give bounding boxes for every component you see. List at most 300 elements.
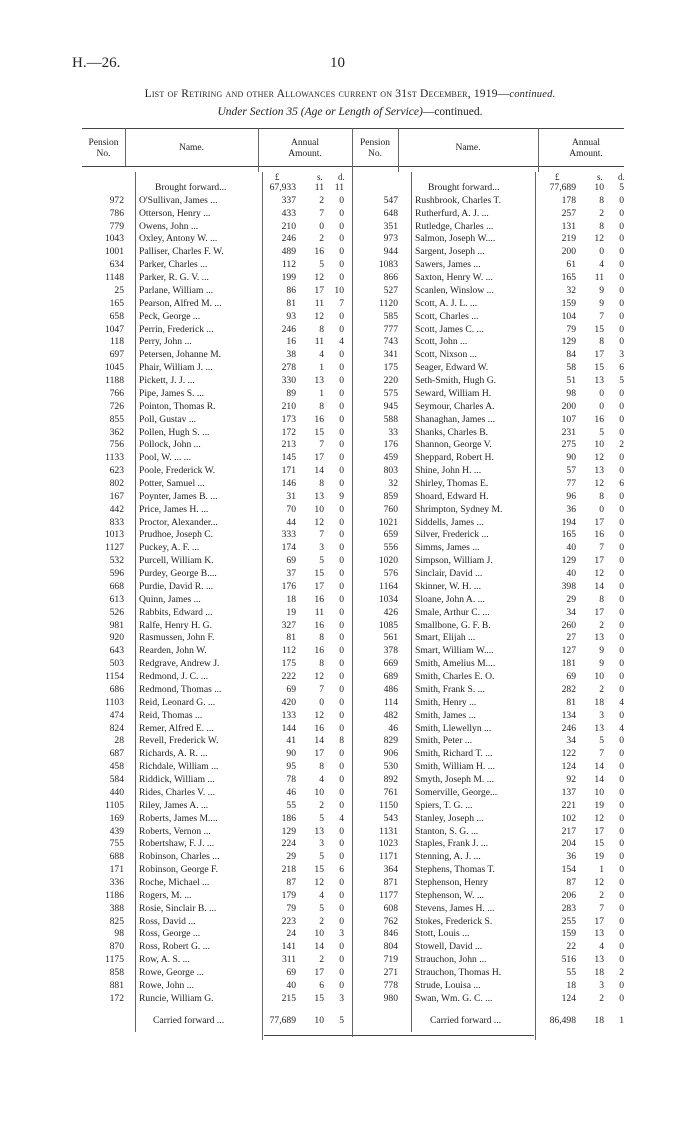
right-pensioner-name: Saxton, Henry W. ... xyxy=(415,272,493,284)
left-pensioner-name: Prudhoe, Joseph C. xyxy=(139,529,214,541)
left-pensioner-name: Redmond, Thomas ... xyxy=(139,683,222,695)
left-amount-pounds: 141 xyxy=(281,941,296,953)
right-amount-pounds: 36 xyxy=(566,503,576,515)
left-col-pension-no xyxy=(82,138,125,160)
right-pensioner-name: Stanley, Joseph ... xyxy=(415,812,484,824)
left-amount-pounds: 433 xyxy=(281,207,296,219)
right-amount-pounds: 127 xyxy=(561,645,576,657)
left-amount-pence: 0 xyxy=(339,606,344,618)
header-code: H.—26. xyxy=(72,55,121,71)
left-pensioner-name: Proctor, Alexander... xyxy=(139,516,218,528)
right-pensioner-name: Seager, Edward W. xyxy=(415,362,489,374)
left-pensioner-name: Ross, Robert G. ... xyxy=(139,941,210,953)
right-amount-shillings: 13 xyxy=(594,954,604,966)
right-amount-pence: 0 xyxy=(619,606,624,618)
left-amount-pence: 3 xyxy=(339,928,344,940)
right-amount-pounds: 181 xyxy=(561,658,576,670)
right-pensioner-name: Scott, James C. ... xyxy=(415,323,484,335)
left-col-name: Name. xyxy=(178,143,205,153)
right-amount-pounds: 57 xyxy=(566,465,576,477)
right-amount-pence: 0 xyxy=(619,671,624,683)
right-amount-pounds: 51 xyxy=(566,375,576,387)
right-amount-shillings: 9 xyxy=(599,658,604,670)
subtitle-continued: —continued. xyxy=(422,106,483,118)
left-annual-line: Annual xyxy=(291,138,319,148)
right-pension-no: 561 xyxy=(383,632,398,644)
right-amount-pence: 0 xyxy=(619,336,624,348)
right-amount-pence: 0 xyxy=(619,529,624,541)
right-amount-pounds: 107 xyxy=(561,413,576,425)
left-amount-pence: 0 xyxy=(339,632,344,644)
left-amount-pounds: 37 xyxy=(286,568,296,580)
left-amount-pence: 0 xyxy=(339,542,344,554)
left-amount-pence: 0 xyxy=(339,323,344,335)
right-amount-pence: 0 xyxy=(619,400,624,412)
left-pensioner-name: Roche, Michael ... xyxy=(139,876,210,888)
right-amount-pence: 0 xyxy=(619,310,624,322)
right-amount-pounds: 260 xyxy=(561,619,576,631)
right-pensioner-name: Smart, Elijah ... xyxy=(415,632,476,644)
right-amount-shillings: 2 xyxy=(599,992,604,1004)
title-continued: continued. xyxy=(509,89,556,100)
left-amount-pence: 4 xyxy=(339,336,344,348)
right-amount-pounds: 98 xyxy=(566,387,576,399)
right-pension-no: 576 xyxy=(383,568,398,580)
left-amount-shillings: 16 xyxy=(314,413,324,425)
left-amount-shillings: 2 xyxy=(319,915,324,927)
left-pension-no: 1127 xyxy=(105,542,124,554)
right-pensioner-name: Swan, Wm. G. C. ... xyxy=(415,992,493,1004)
right-amount-shillings: 10 xyxy=(594,786,604,798)
left-amount-pence: 0 xyxy=(339,645,344,657)
right-amount-shillings: 15 xyxy=(594,323,604,335)
left-amount-pounds: 327 xyxy=(281,619,296,631)
right-amount-pence: 0 xyxy=(619,297,624,309)
right-amount-pence: 0 xyxy=(619,838,624,850)
right-amount-shillings: 15 xyxy=(594,362,604,374)
right-pensioner-name: Scott, John ... xyxy=(415,336,468,348)
right-pension-no: 778 xyxy=(383,979,398,991)
right-pension-no: 351 xyxy=(383,220,398,232)
left-amount-pounds: 311 xyxy=(281,954,296,966)
left-amount-shillings: 2 xyxy=(319,799,324,811)
left-amount-shillings: 13 xyxy=(314,825,324,837)
left-amount-pounds: 213 xyxy=(281,439,296,451)
left-amount-pounds: 81 xyxy=(286,632,296,644)
right-amount-pence: 0 xyxy=(619,465,624,477)
right-pension-no: 32 xyxy=(388,478,398,489)
right-amount-pounds: 217 xyxy=(561,825,576,837)
left-unit-pound: £ xyxy=(275,172,280,182)
right-amount-pounds: 29 xyxy=(566,593,576,605)
right-pension-no: 846 xyxy=(383,928,398,940)
left-pension-no: 28 xyxy=(114,735,124,747)
left-pension-no: 532 xyxy=(109,555,124,567)
left-amount-shillings: 11 xyxy=(314,297,324,309)
right-amount-shillings: 9 xyxy=(599,297,604,309)
right-pension-no: 1034 xyxy=(378,593,398,605)
right-amount-shillings: 7 xyxy=(599,310,604,322)
right-pension-no: 1020 xyxy=(378,555,398,567)
right-amount-pounds: 159 xyxy=(561,297,576,309)
right-amount-pounds: 96 xyxy=(566,490,576,502)
right-unit-pence: d. xyxy=(618,172,625,182)
right-amount-shillings: 12 xyxy=(594,478,604,489)
right-pension-no: 547 xyxy=(383,194,398,206)
right-amount-shillings: 7 xyxy=(599,902,604,914)
left-amount-pence: 0 xyxy=(339,529,344,541)
left-pension-no: 440 xyxy=(109,786,124,798)
right-pension-no: 486 xyxy=(383,683,398,695)
right-amount-pounds: 84 xyxy=(566,349,576,361)
left-amount-pounds: 186 xyxy=(281,812,296,824)
right-pensioner-name: Smith, Henry ... xyxy=(415,696,477,708)
right-pensioner-name: Smith, James ... xyxy=(415,709,476,721)
table-subtitle xyxy=(40,106,660,118)
left-pension-no: 920 xyxy=(109,632,124,644)
right-pensioner-name: Rushbrook, Charles T. xyxy=(415,194,501,206)
left-amount-pence: 0 xyxy=(339,967,344,979)
left-pensioner-name: Robertshaw, F. J. ... xyxy=(139,838,215,850)
right-amount-shillings: 12 xyxy=(594,812,604,824)
left-amount-shillings: 8 xyxy=(319,323,324,335)
right-amount-shillings: 4 xyxy=(599,259,604,271)
right-pensioner-name: Smith, Richard T. ... xyxy=(415,748,493,760)
right-amount-pounds: 124 xyxy=(561,992,576,1004)
right-amount-pence: 0 xyxy=(619,799,624,811)
left-amount-pounds: 70 xyxy=(286,503,296,515)
left-amount-pence: 0 xyxy=(339,310,344,322)
right-amount-pounds: 154 xyxy=(561,864,576,876)
left-amount-pence: 0 xyxy=(339,748,344,760)
left-amount-pounds: 112 xyxy=(281,259,296,271)
right-amount-shillings: 12 xyxy=(594,876,604,888)
left-pension-no: 169 xyxy=(109,812,124,824)
left-pension-no: 687 xyxy=(109,748,124,760)
left-pension-no: 1103 xyxy=(105,696,124,708)
left-pension-no: 688 xyxy=(109,851,124,863)
left-pension-no: 802 xyxy=(109,478,124,489)
left-pensioner-name: Potter, Samuel ... xyxy=(139,478,205,489)
right-amount-shillings: 0 xyxy=(599,246,604,258)
right-pension-no: 33 xyxy=(388,426,398,438)
left-pensioner-name: Rogers, M. ... xyxy=(139,889,192,901)
left-amount-pounds: 215 xyxy=(281,992,296,1004)
left-amount-shillings: 11 xyxy=(314,606,324,618)
right-pension-no: 945 xyxy=(383,400,398,412)
left-pensioner-name: Owens, John ... xyxy=(139,220,199,232)
left-amount-pence: 0 xyxy=(339,246,344,258)
left-amount-shillings: 13 xyxy=(314,490,324,502)
right-amount-shillings: 3 xyxy=(599,979,604,991)
left-amount-pounds: 95 xyxy=(286,761,296,773)
left-pension-no: 824 xyxy=(109,722,124,734)
left-amount-pence: 0 xyxy=(339,400,344,412)
right-amount-pence: 0 xyxy=(619,323,624,335)
left-amount-pounds: 146 xyxy=(281,478,296,489)
right-pensioner-name: Stephenson, W. ... xyxy=(415,889,485,901)
left-amount-pence: 0 xyxy=(339,658,344,670)
right-pension-no: 777 xyxy=(383,323,398,335)
right-amount-pounds: 219 xyxy=(561,233,576,245)
right-pensioner-name: Rutledge, Charles ... xyxy=(415,220,494,232)
left-amount-shillings: 5 xyxy=(319,812,324,824)
left-amount-pence: 10 xyxy=(334,284,344,296)
left-amount-pounds: 44 xyxy=(286,516,296,528)
left-pensioner-name: Reid, Thomas ... xyxy=(139,709,203,721)
left-amount-pence: 0 xyxy=(339,619,344,631)
right-amount-pounds: 129 xyxy=(561,336,576,348)
right-amount-pence: 0 xyxy=(619,207,624,219)
left-pension-no: 362 xyxy=(109,426,124,438)
left-pension-no: 458 xyxy=(109,761,124,773)
right-pension-no: 364 xyxy=(383,864,398,876)
right-amount-shillings: 4 xyxy=(599,941,604,953)
right-pensioner-name: Staples, Frank J. ... xyxy=(415,838,489,850)
left-amount-pounds: 246 xyxy=(281,323,296,335)
left-amount-pence: 0 xyxy=(339,786,344,798)
right-amount-pounds: 122 xyxy=(561,748,576,760)
left-pensioner-name: Ralfe, Henry H. G. xyxy=(139,619,212,631)
right-amount-shillings: 19 xyxy=(594,851,604,863)
left-pensioner-name: Purdie, David R. ... xyxy=(139,580,214,592)
left-amount-shillings: 5 xyxy=(319,851,324,863)
right-pension-no: 556 xyxy=(383,542,398,554)
right-amount-pounds: 81 xyxy=(566,696,576,708)
right-amount-pounds: 104 xyxy=(561,310,576,322)
left-amount-shillings: 10 xyxy=(314,503,324,515)
right-pension-no: 1021 xyxy=(378,516,398,528)
left-pension-no: 474 xyxy=(109,709,124,721)
right-pension-no: 743 xyxy=(383,336,398,348)
right-brought-forward-pounds: 77,689 xyxy=(549,182,576,193)
right-pensioner-name: Shirley, Thomas E. xyxy=(415,478,489,489)
right-pension-no: 482 xyxy=(383,709,398,721)
left-pension-no: 526 xyxy=(109,606,124,618)
left-pensioner-name: Rowe, George ... xyxy=(139,967,204,979)
left-pension-no: 1001 xyxy=(104,246,124,258)
right-amount-pence: 0 xyxy=(619,786,624,798)
left-amount-shillings: 3 xyxy=(319,838,324,850)
right-amount-pounds: 221 xyxy=(561,799,576,811)
right-brought-forward-label: Brought forward... xyxy=(428,182,500,193)
left-amount-pence: 0 xyxy=(339,774,344,786)
left-amount-pounds: 420 xyxy=(281,696,296,708)
right-annual-line: Amount. xyxy=(569,149,603,159)
right-amount-pence: 0 xyxy=(619,387,624,399)
left-amount-pounds: 144 xyxy=(281,722,296,734)
right-amount-pence: 6 xyxy=(619,478,624,489)
left-amount-pence: 0 xyxy=(339,259,344,271)
page-number: 10 xyxy=(330,55,345,71)
left-pensioner-name: Revell, Frederick W. xyxy=(139,735,219,747)
left-amount-shillings: 7 xyxy=(319,529,324,541)
left-amount-shillings: 10 xyxy=(314,928,324,940)
right-pension-no: 543 xyxy=(383,812,398,824)
left-amount-pence: 0 xyxy=(339,941,344,953)
left-amount-pounds: 246 xyxy=(281,233,296,245)
left-pension-no-line: Pension xyxy=(88,138,119,148)
left-amount-pounds: 87 xyxy=(286,876,296,888)
right-amount-pence: 0 xyxy=(619,413,624,425)
left-pensioner-name: Riley, James A. ... xyxy=(139,799,209,811)
left-amount-pence: 0 xyxy=(339,799,344,811)
right-amount-shillings: 5 xyxy=(599,426,604,438)
left-brought-forward-s: 11 xyxy=(314,182,324,193)
right-amount-pence: 0 xyxy=(619,709,624,721)
left-amount-pence: 0 xyxy=(339,478,344,489)
right-pension-no: 176 xyxy=(383,439,398,451)
left-amount-pence: 0 xyxy=(339,387,344,399)
left-amount-pence: 0 xyxy=(339,362,344,374)
left-amount-pounds: 174 xyxy=(281,542,296,554)
left-pension-no: 870 xyxy=(109,941,124,953)
right-pension-no: 1085 xyxy=(378,619,398,631)
left-pension-no: 833 xyxy=(109,516,124,528)
right-pension-no: 804 xyxy=(383,941,398,953)
left-amount-shillings: 12 xyxy=(314,709,324,721)
left-pensioner-name: Roberts, James M.... xyxy=(139,812,218,824)
right-amount-shillings: 8 xyxy=(599,336,604,348)
right-pensioner-name: Scott, Charles ... xyxy=(415,310,479,322)
left-amount-pounds: 171 xyxy=(281,465,296,477)
left-carried-forward-label: Carried forward ... xyxy=(153,1015,225,1026)
right-pension-no: 669 xyxy=(383,658,398,670)
right-pensioner-name: Strauchon, Thomas H. xyxy=(415,967,502,979)
right-amount-shillings: 13 xyxy=(594,632,604,644)
left-amount-pounds: 210 xyxy=(281,400,296,412)
left-pension-no: 613 xyxy=(109,593,124,605)
left-pensioner-name: Poole, Frederick W. xyxy=(139,465,216,477)
left-pension-no: 165 xyxy=(109,297,124,309)
left-pensioner-name: Rosie, Sinclair B. ... xyxy=(139,902,217,914)
left-amount-pence: 0 xyxy=(339,722,344,734)
left-amount-pence: 0 xyxy=(339,452,344,464)
right-pensioner-name: Shanks, Charles B. xyxy=(415,426,489,438)
left-pensioner-name: Purdey, George B.... xyxy=(139,568,217,580)
left-pension-no: 766 xyxy=(109,387,124,399)
left-amount-shillings: 7 xyxy=(319,683,324,695)
right-unit-pound: £ xyxy=(555,172,560,182)
left-col-annual xyxy=(258,138,352,160)
left-amount-pounds: 333 xyxy=(281,529,296,541)
right-pensioner-name: Skinner, W. H. ... xyxy=(415,580,481,592)
left-pension-no: 981 xyxy=(109,619,124,631)
right-pension-no: 906 xyxy=(383,748,398,760)
left-pension-no: 634 xyxy=(109,259,124,271)
right-pensioner-name: Strude, Louisa ... xyxy=(415,979,481,991)
left-amount-pounds: 223 xyxy=(281,915,296,927)
left-amount-pence: 0 xyxy=(339,954,344,966)
left-amount-pence: 0 xyxy=(339,696,344,708)
right-amount-pence: 0 xyxy=(619,233,624,245)
right-amount-shillings: 2 xyxy=(599,683,604,695)
right-amount-shillings: 16 xyxy=(594,413,604,425)
right-amount-pence: 0 xyxy=(619,928,624,940)
left-amount-pounds: 29 xyxy=(286,851,296,863)
left-amount-pence: 0 xyxy=(339,568,344,580)
right-amount-pence: 6 xyxy=(619,362,624,374)
left-amount-pence: 8 xyxy=(339,735,344,747)
right-amount-shillings: 2 xyxy=(599,619,604,631)
right-amount-shillings: 17 xyxy=(594,349,604,361)
right-pension-no: 762 xyxy=(383,915,398,927)
left-pension-no: 1043 xyxy=(104,233,124,245)
left-amount-pence: 0 xyxy=(339,516,344,528)
right-amount-pounds: 131 xyxy=(561,220,576,232)
right-pensioner-name: Simpson, William J. xyxy=(415,555,493,567)
left-amount-shillings: 1 xyxy=(319,362,324,374)
right-pensioner-name: Smale, Arthur C. ... xyxy=(415,606,490,618)
right-amount-shillings: 7 xyxy=(599,542,604,554)
right-amount-pounds: 90 xyxy=(566,452,576,464)
left-annual-line: Amount. xyxy=(288,149,322,159)
left-pension-no: 25 xyxy=(114,284,124,296)
left-pensioner-name: Richards, A. R. ... xyxy=(139,748,208,760)
right-pension-no: 760 xyxy=(383,503,398,515)
left-amount-pence: 0 xyxy=(339,671,344,683)
right-pension-no: 608 xyxy=(383,902,398,914)
left-amount-pence: 0 xyxy=(339,825,344,837)
left-pension-no: 172 xyxy=(109,992,124,1004)
left-pension-no: 756 xyxy=(109,439,124,451)
left-amount-shillings: 4 xyxy=(319,774,324,786)
right-amount-shillings: 10 xyxy=(594,439,604,451)
right-pensioner-name: Somerville, George... xyxy=(415,786,498,798)
left-pension-no: 388 xyxy=(109,902,124,914)
right-pension-no: 944 xyxy=(383,246,398,258)
right-pensioner-name: Scott, A. J. L. ... xyxy=(415,297,478,309)
left-amount-pounds: 278 xyxy=(281,362,296,374)
left-pension-no: 171 xyxy=(109,864,124,876)
right-amount-pence: 0 xyxy=(619,876,624,888)
right-pension-no: 1150 xyxy=(379,799,398,811)
left-pension-no: 726 xyxy=(109,400,124,412)
left-amount-pounds: 222 xyxy=(281,671,296,683)
left-amount-pence: 0 xyxy=(339,465,344,477)
right-brought-forward-s: 10 xyxy=(594,182,604,193)
vline-right-amt xyxy=(535,172,536,1040)
left-amount-shillings: 2 xyxy=(319,194,324,206)
right-amount-pence: 0 xyxy=(619,761,624,773)
rule-head xyxy=(82,166,624,167)
right-amount-pence: 0 xyxy=(619,452,624,464)
left-amount-shillings: 8 xyxy=(319,478,324,489)
left-amount-pounds: 16 xyxy=(286,336,296,348)
left-amount-pence: 0 xyxy=(339,233,344,245)
right-pensioner-name: Smith, William H. ... xyxy=(415,761,495,773)
left-pension-no: 1188 xyxy=(105,375,124,387)
left-pensioner-name: Pool, W. ... ... xyxy=(139,452,191,464)
right-amount-pounds: 77 xyxy=(566,478,576,489)
right-amount-pounds: 69 xyxy=(566,671,576,683)
left-pensioner-name: Pearson, Alfred M. ... xyxy=(139,297,222,309)
left-amount-shillings: 8 xyxy=(319,400,324,412)
right-amount-pence: 0 xyxy=(619,941,624,953)
left-amount-pounds: 179 xyxy=(281,889,296,901)
left-amount-pounds: 79 xyxy=(286,902,296,914)
left-pensioner-name: Palliser, Charles F. W. xyxy=(139,246,224,258)
right-pension-no: 1164 xyxy=(379,580,398,592)
right-pension-no: 871 xyxy=(383,876,398,888)
right-pension-no: 1120 xyxy=(379,297,398,309)
left-amount-pounds: 69 xyxy=(286,967,296,979)
left-amount-shillings: 2 xyxy=(319,233,324,245)
right-pensioner-name: Sargent, Joseph ... xyxy=(415,246,485,258)
left-pension-no: 697 xyxy=(109,349,124,361)
right-amount-shillings: 0 xyxy=(599,400,604,412)
right-amount-shillings: 16 xyxy=(594,529,604,541)
